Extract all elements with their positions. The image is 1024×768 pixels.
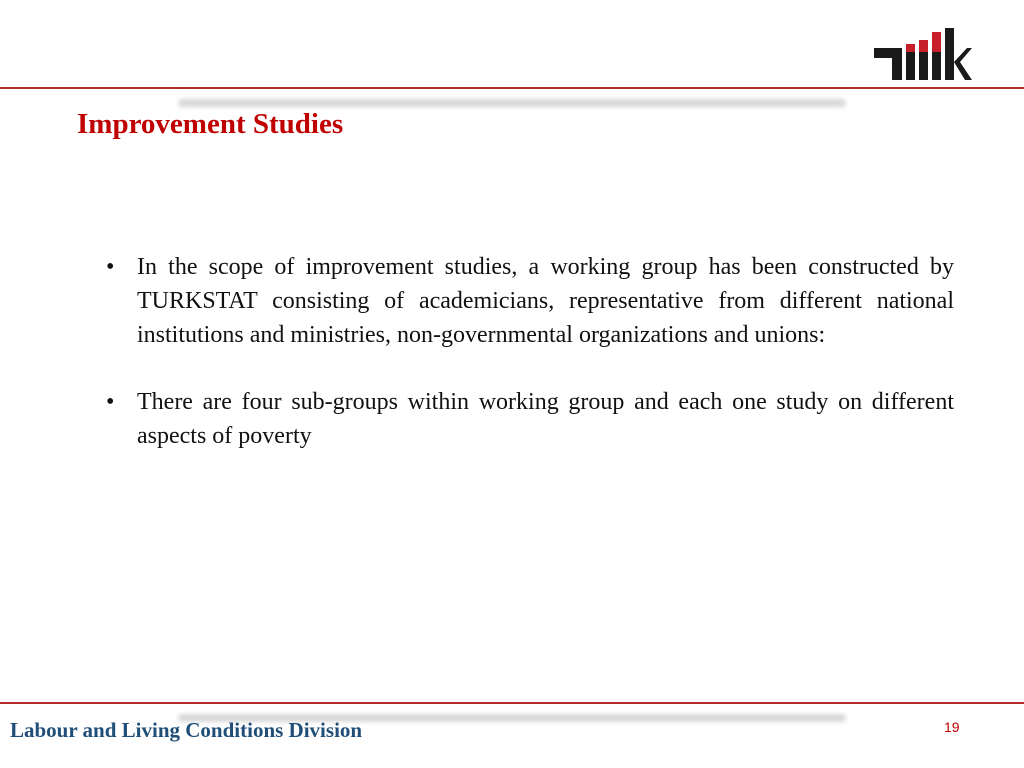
bullet-icon: •: [106, 389, 115, 415]
header-divider: [0, 87, 1024, 89]
slide-title: Improvement Studies: [77, 108, 344, 140]
bullet-item: [106, 385, 954, 453]
bullet-text: There are four sub-groups within working group and each one study on different aspects of poverty: [137, 389, 954, 449]
bullet-item: [106, 250, 954, 352]
bullet-icon: •: [106, 254, 115, 280]
bullet-list: [106, 250, 954, 486]
bullet-text: In the scope of improvement studies, a working group has been constructed by TURKSTAT consisting of academicians, representative from different national institutions and ministries, non-governmental organizations and unions:: [137, 254, 954, 348]
page-number: 19: [944, 719, 960, 735]
footer-division: Labour and Living Conditions Division: [10, 718, 363, 742]
header-shadow: [178, 99, 846, 107]
footer-divider: [0, 702, 1024, 704]
tuik-logo: [872, 28, 972, 84]
